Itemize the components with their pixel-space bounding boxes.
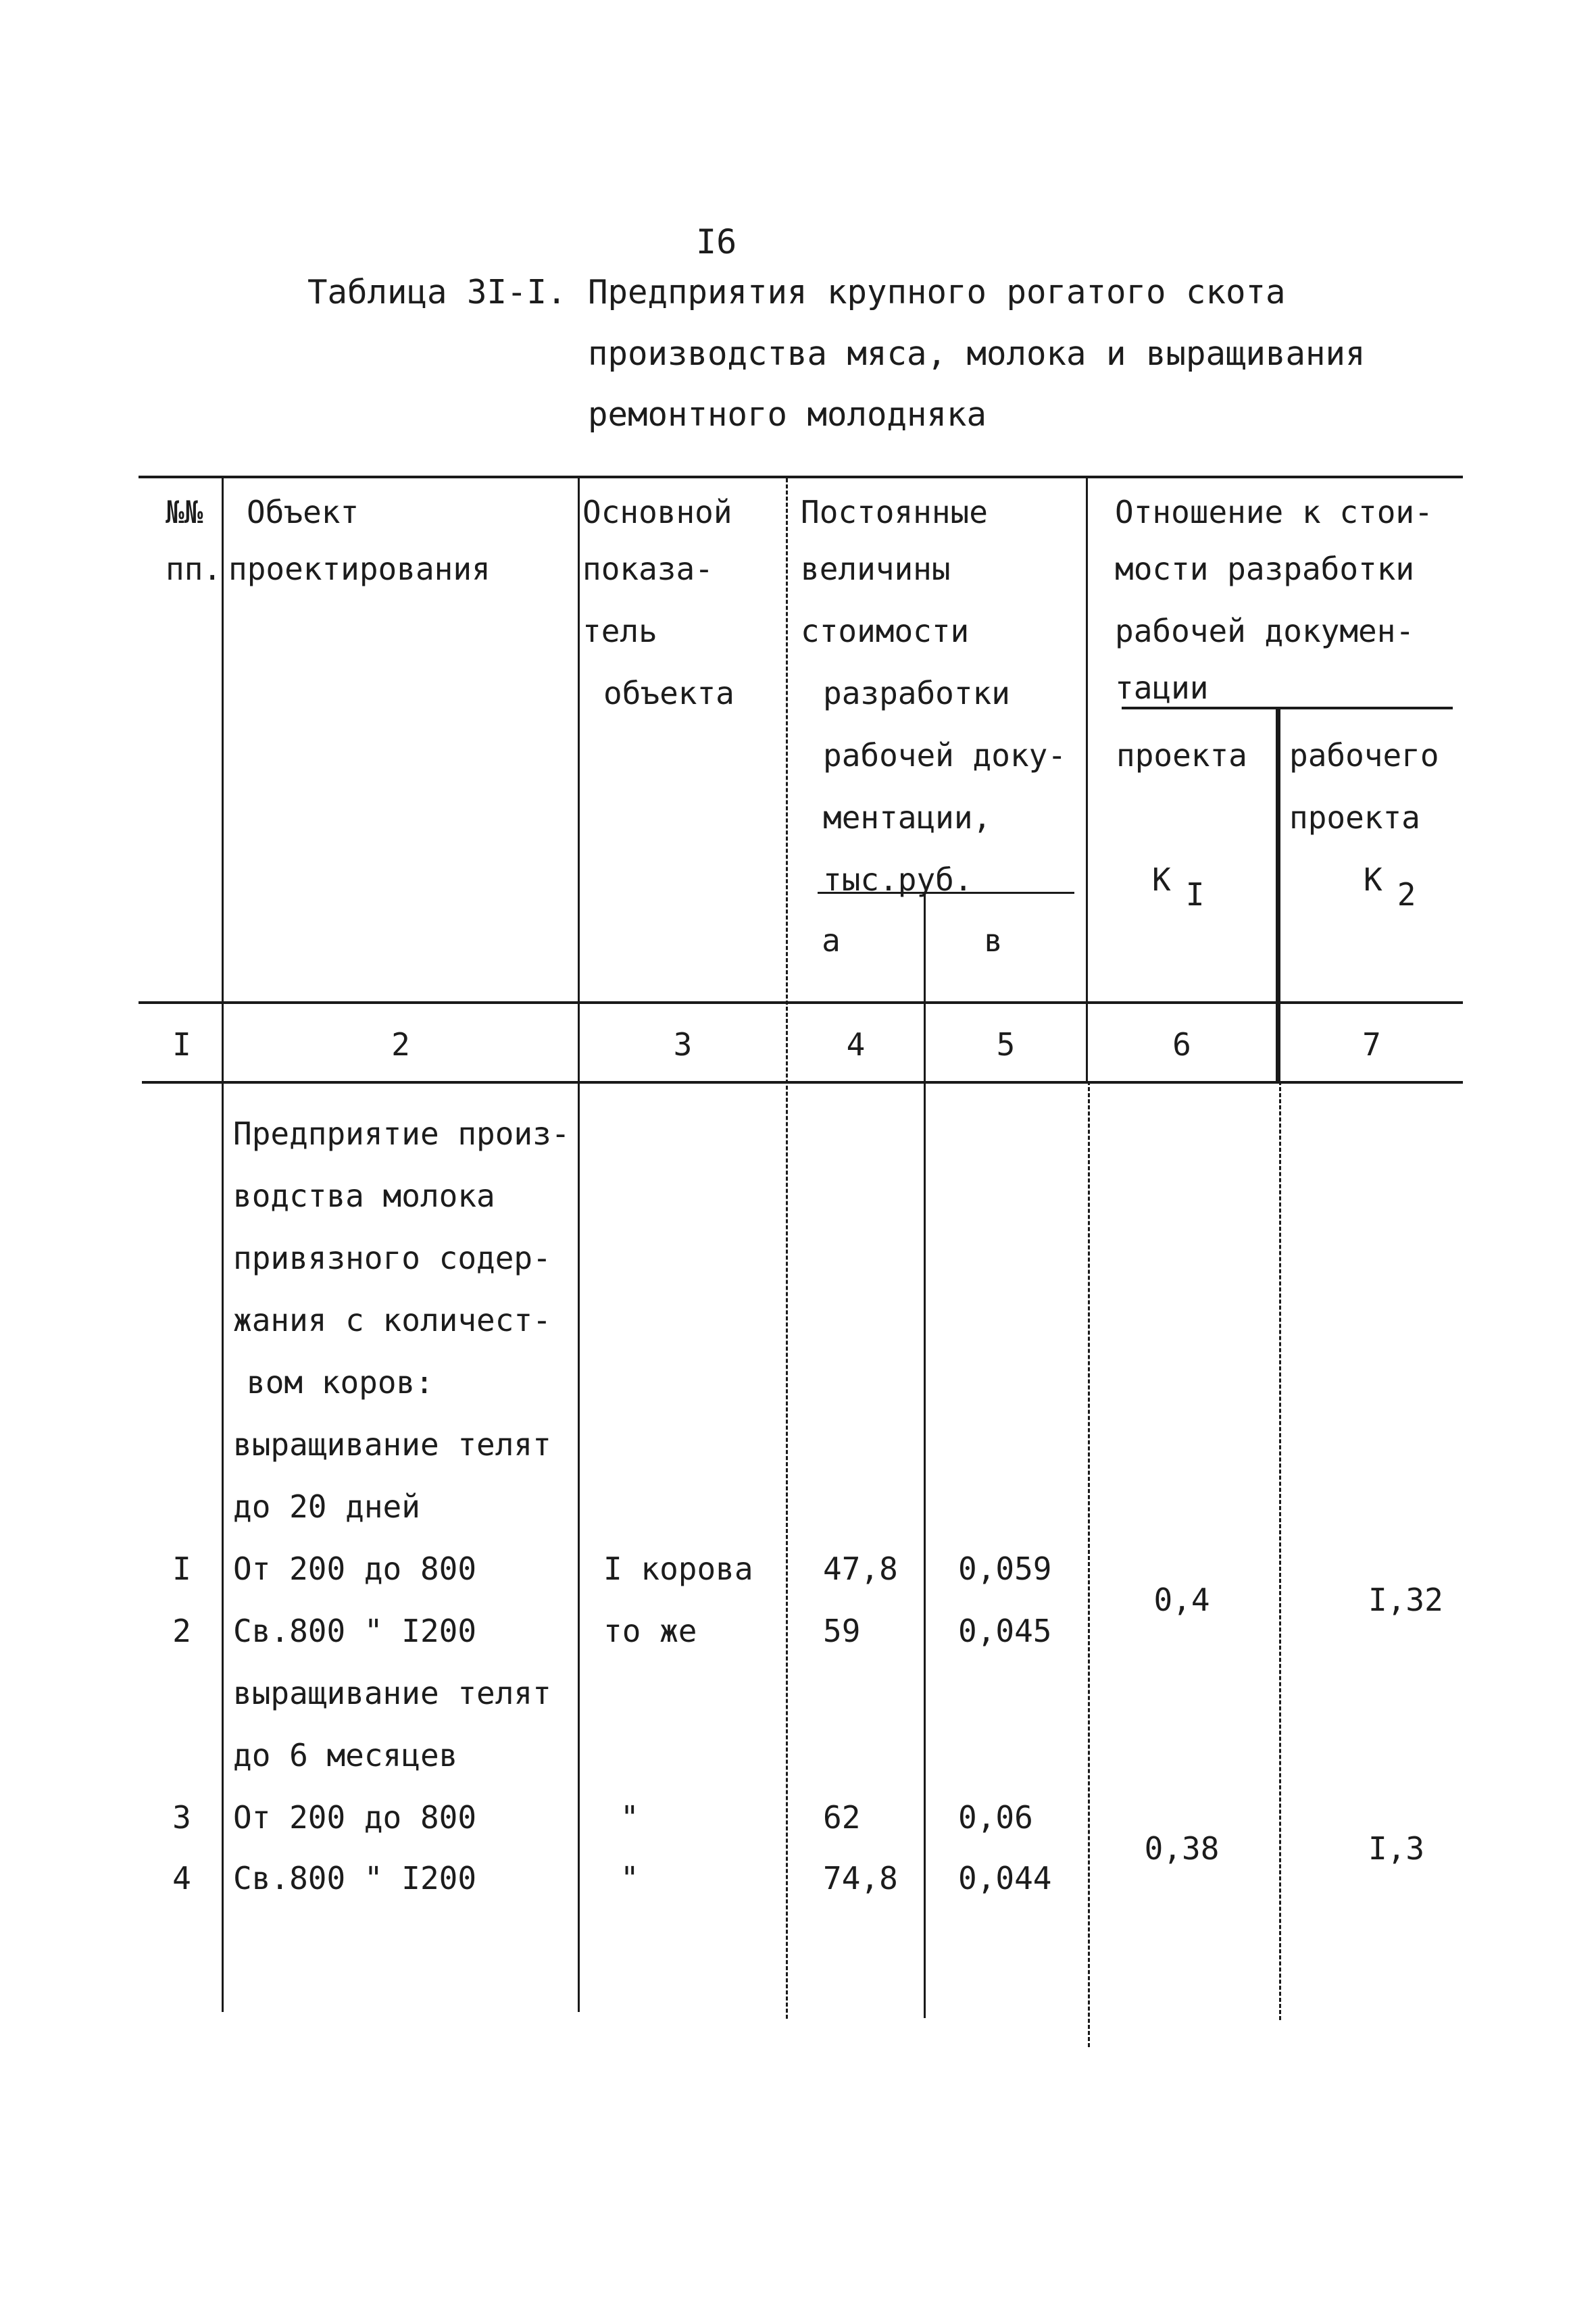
row2-name: Св.800 " I200: [233, 1613, 477, 1649]
row1-name: От 200 до 800: [233, 1551, 477, 1587]
subgroup2-line2: до 6 месяцев: [233, 1737, 458, 1774]
header-col7-k: [1364, 861, 1416, 913]
col-divider-3: [786, 478, 788, 2019]
col-divider-6: [1276, 709, 1280, 1081]
header-col6-k: [1152, 861, 1205, 913]
group-title-line2: водства молока: [233, 1178, 495, 1214]
header-col6-k-index: I: [1185, 876, 1205, 913]
header-col3-line3: тель: [582, 613, 657, 649]
group-title-line5: вом коров:: [247, 1364, 434, 1401]
table-title-line1: Предприятия крупного рогатого скота: [588, 273, 1286, 311]
row3-a: 62: [823, 1799, 861, 1836]
row1-unit: I корова: [603, 1551, 753, 1587]
header-cost-line7: тыс.руб.: [823, 861, 973, 898]
row2-unit: то же: [603, 1613, 697, 1649]
header-col1-line1: №№: [166, 494, 203, 530]
subgroup2-line1: выращивание телят: [233, 1675, 551, 1711]
col-number-1: I: [172, 1026, 191, 1063]
row2-b: 0,045: [958, 1613, 1052, 1649]
group-title-line1: Предприятие произ-: [233, 1115, 570, 1152]
row4-name: Св.800 " I200: [233, 1860, 477, 1896]
col-number-2: 2: [391, 1026, 410, 1063]
row3-b: 0,06: [958, 1799, 1033, 1836]
subgroup1-line1: выращивание телят: [233, 1426, 551, 1463]
group2-k2: I,3: [1368, 1830, 1425, 1867]
col-number-6: 6: [1172, 1026, 1191, 1063]
row3-number: 3: [172, 1799, 191, 1836]
header-cost-line4: разработки: [823, 675, 1010, 711]
header-col6-title: проекта: [1116, 737, 1247, 774]
row2-number: 2: [172, 1613, 191, 1649]
header-col2-line2: проектирования: [228, 551, 491, 587]
row1-b: 0,059: [958, 1551, 1052, 1587]
header-col4-sub: а: [822, 922, 841, 959]
row4-unit: ": [620, 1860, 639, 1896]
group2-k1: 0,38: [1144, 1830, 1220, 1867]
header-col3-line2: показа-: [582, 551, 714, 587]
header-col1-line2: пп.: [166, 551, 222, 587]
header-col5-sub: в: [984, 922, 1003, 959]
header-ratio-line2: мости разработки: [1115, 551, 1415, 587]
row3-name: От 200 до 800: [233, 1799, 477, 1836]
ratio-header-rule: [1122, 707, 1453, 709]
group-title-line4: жания с количест-: [233, 1302, 551, 1338]
table-label: Таблица 3I-I.: [307, 273, 567, 311]
row4-number: 4: [172, 1860, 191, 1896]
row1-number: I: [172, 1551, 191, 1587]
col-number-3: 3: [673, 1026, 693, 1063]
header-cost-line1: Постоянные: [801, 494, 988, 530]
header-col3-line1: Основной: [582, 494, 732, 530]
col-divider-6-body: [1279, 1081, 1281, 2020]
col-divider-5: [1086, 478, 1088, 1081]
header-col7-title1: рабочего: [1289, 737, 1439, 774]
col-number-5: 5: [996, 1026, 1016, 1063]
group1-k2: I,32: [1368, 1582, 1443, 1618]
header-ratio-line3: рабочей докумен-: [1115, 613, 1415, 649]
col-divider-5-body: [1088, 1081, 1090, 2047]
header-ratio-line1: Отношение к стои-: [1115, 494, 1433, 530]
col-divider-1: [222, 478, 224, 2012]
table-title-line2: производства мяса, молока и выращивания: [588, 334, 1366, 373]
row3-unit: ": [620, 1799, 639, 1836]
row4-b: 0,044: [958, 1860, 1052, 1896]
header-col7-k-index: 2: [1397, 876, 1416, 913]
col-divider-2: [578, 478, 580, 2012]
col-number-4: 4: [846, 1026, 866, 1063]
table-top-rule: [139, 476, 1463, 478]
group-title-line3: привязного содер-: [233, 1240, 551, 1276]
header-ratio-line4: тации: [1115, 670, 1209, 706]
row1-a: 47,8: [823, 1551, 898, 1587]
row2-a: 59: [823, 1613, 861, 1649]
header-col2-line1: Объект: [247, 494, 359, 530]
header-cost-line5: рабочей доку-: [823, 737, 1067, 774]
header-cost-line2: величины: [801, 551, 951, 587]
header-col7-k-letter: К: [1364, 861, 1382, 898]
header-bottom-rule: [139, 1001, 1463, 1004]
numbers-bottom-rule: [142, 1081, 1463, 1084]
header-col6-k-letter: К: [1152, 861, 1171, 898]
group1-k1: 0,4: [1153, 1582, 1210, 1618]
subgroup1-line2: до 20 дней: [233, 1488, 420, 1525]
header-cost-line6: ментации,: [823, 799, 992, 836]
header-col7-title2: проекта: [1289, 799, 1420, 836]
header-cost-line3: стоимости: [801, 613, 970, 649]
row4-a: 74,8: [823, 1860, 898, 1896]
col-number-7: 7: [1362, 1026, 1381, 1063]
table-title-line3: ремонтного молодняка: [588, 395, 987, 434]
header-col3-line4: объекта: [603, 675, 734, 711]
page-number: I6: [696, 222, 737, 261]
